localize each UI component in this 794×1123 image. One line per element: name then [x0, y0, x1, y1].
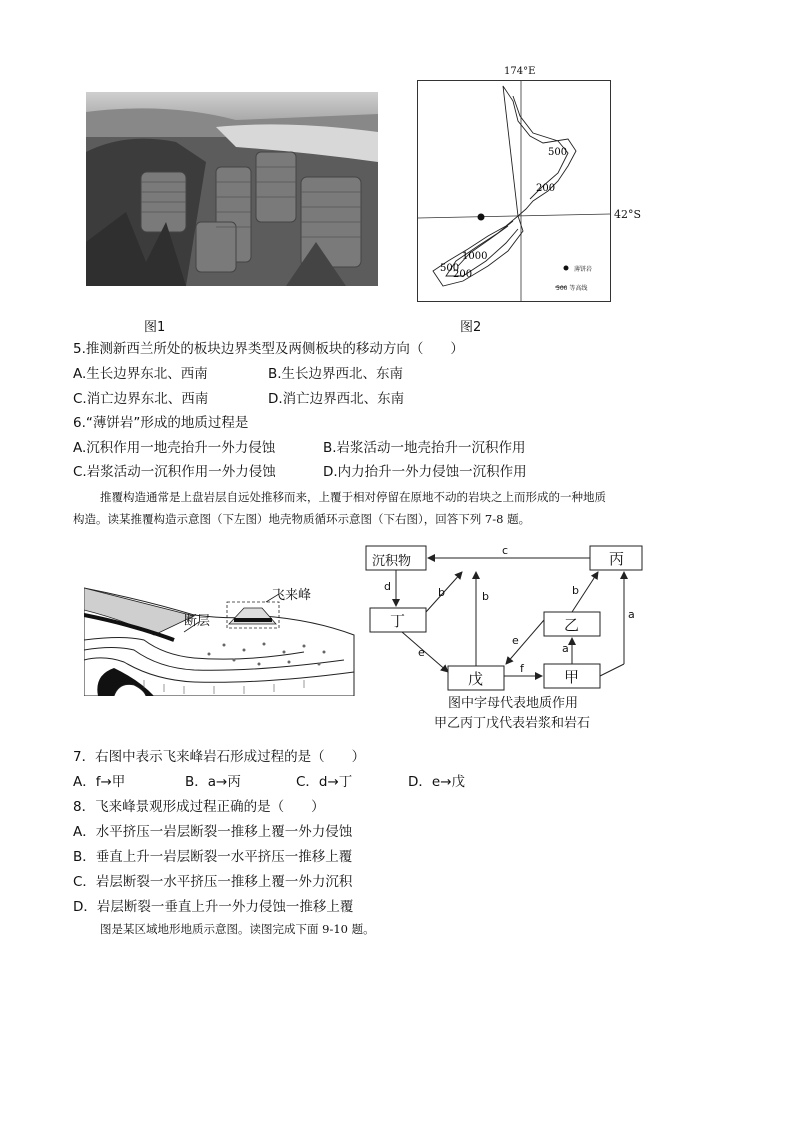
q6-option-b[interactable]: B.岩浆活动一地壳抬升一沉积作用 — [323, 440, 526, 456]
q5-option-c[interactable]: C.消亡边界东北、西南 — [73, 391, 209, 407]
figure2-lon-label: 174°E — [504, 66, 536, 77]
q5-option-d[interactable]: D.消亡边界西北、东南 — [268, 391, 405, 407]
q5-stem: 5.推测新西兰所处的板块边界类型及两侧板块的移动方向（ ） — [73, 341, 464, 357]
q8-option-a[interactable]: A．水平挤压一岩层断裂一推移上覆一外力侵蚀 — [73, 824, 353, 840]
q8-option-b[interactable]: B．垂直上升一岩层断裂一水平挤压一推移上覆 — [73, 849, 353, 865]
q8-stem: 8．飞来峰景观形成过程正确的是（ ） — [73, 799, 325, 815]
node-sediment: 沉积物 — [372, 554, 412, 569]
arrow-label-e1: e — [512, 634, 519, 647]
legend-line-label: 500 等高线 — [556, 285, 588, 292]
q7-option-a[interactable]: A．f→甲 — [73, 774, 126, 790]
intro-78-line1: 推覆构造通常是上盘岩层自远处推移而来，上覆于相对停留在原地不动的岩块之上而形成的一种地质 — [100, 490, 606, 504]
node-yi: 乙 — [564, 616, 580, 634]
figure2-lat-label: 42°S — [614, 208, 642, 221]
arrow-label-e2: e — [418, 646, 425, 659]
nappe-structure-diagram — [84, 580, 360, 696]
arrow-label-a1: a — [562, 642, 569, 655]
arrow-label-b3: b — [572, 584, 579, 597]
q8-option-d[interactable]: D．岩层断裂一垂直上升一外力侵蚀一推移上覆 — [73, 899, 354, 915]
rock-cycle-diagram — [362, 542, 662, 732]
svg-text:200: 200 — [536, 183, 556, 194]
q5-option-b[interactable]: B.生长边界西北、东南 — [268, 366, 404, 382]
intro-78-line2: 构造。读某推覆构造示意图（下左图）地壳物质循环示意图（下右图），回答下列 7-8 题。 — [73, 512, 531, 526]
svg-text:500: 500 — [440, 263, 460, 274]
rock-cycle-caption1: 图中字母代表地质作用 — [448, 696, 579, 711]
q7-stem: 7．右图中表示飞来峰岩石形成过程的是（ ） — [73, 749, 366, 765]
label-flying-peak: 飞来峰 — [272, 588, 312, 603]
q6-option-d[interactable]: D.内力抬升一外力侵蚀一沉积作用 — [323, 464, 527, 480]
legend-point-label: 薄饼岩 — [574, 266, 593, 273]
q6-option-a[interactable]: A.沉积作用一地壳抬升一外力侵蚀 — [73, 440, 276, 456]
node-jia: 甲 — [564, 668, 580, 686]
rock-cycle-caption2: 甲乙丙丁戊代表岩浆和岩石 — [434, 716, 591, 731]
arrow-label-b1: b — [438, 586, 445, 599]
pancake-rocks-photo — [86, 92, 378, 286]
node-bing: 丙 — [609, 550, 625, 568]
svg-text:200: 200 — [453, 269, 473, 280]
svg-text:500: 500 — [548, 147, 568, 158]
q8-option-c[interactable]: C．岩层断裂一水平挤压一推移上覆一外力沉积 — [73, 874, 353, 890]
arrow-label-a2: a — [628, 608, 635, 621]
q6-option-c[interactable]: C.岩浆活动一沉积作用一外力侵蚀 — [73, 464, 276, 480]
node-wu: 戊 — [468, 670, 484, 688]
node-ding: 丁 — [390, 612, 406, 630]
arrow-label-c: c — [502, 544, 509, 557]
figure2-caption: 图2 — [460, 320, 482, 335]
arrow-label-d: d — [384, 580, 391, 593]
svg-text:1000: 1000 — [462, 251, 488, 262]
q7-option-d[interactable]: D．e→戊 — [408, 774, 466, 790]
arrow-label-f: f — [520, 662, 524, 675]
new-zealand-map — [417, 80, 611, 302]
q6-stem: 6.“薄饼岩”形成的地质过程是 — [73, 415, 249, 431]
q7-option-c[interactable]: C．d→丁 — [296, 774, 353, 790]
q7-option-b[interactable]: B．a→丙 — [185, 774, 241, 790]
label-fault: 断层 — [184, 614, 211, 629]
arrow-label-b2: b — [482, 590, 489, 603]
figure1-caption: 图1 — [144, 320, 166, 335]
q5-option-a[interactable]: A.生长边界东北、西南 — [73, 366, 208, 382]
intro-910: 图是某区域地形地质示意图。读图完成下面 9-10 题。 — [100, 922, 375, 936]
